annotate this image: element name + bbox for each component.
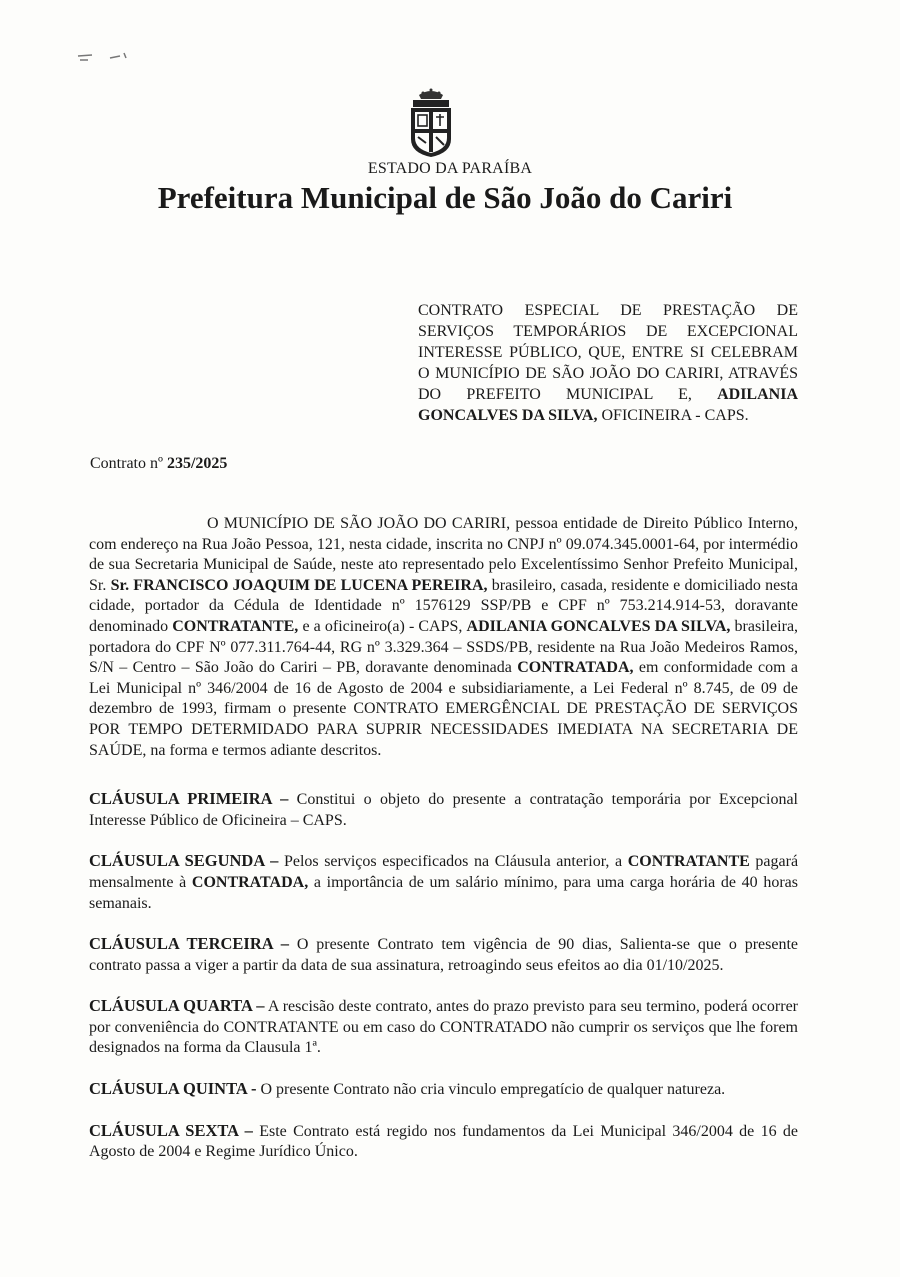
page-title: Prefeitura Municipal de São João do Cariri [157, 180, 733, 215]
intro-text-4: brasileira, portadora do CPF Nº 077.311.764-44, RG nº 3.329.364 – SSDS/PB, residente na Rua João Medeiros Ramos, S/N – Centro – São João do Cariri – PB, doravante denominada [89, 617, 799, 677]
municipal-crest-icon [405, 87, 457, 159]
clause-heading: CLÁUSULA PRIMEIRA – [89, 789, 289, 809]
clause-heading: CLÁUSULA SEXTA – [89, 1120, 253, 1140]
clause-text: Constitui o objeto do presente a contratação temporária por Excepcional Interesse Público de Oficineira – CAPS. [89, 791, 799, 829]
contract-summary [418, 300, 798, 426]
clause-text: A rescisão deste contrato, antes do prazo previsto para seu termino, poderá ocorrer por conveniência do CONTRATANTE ou em caso do CONTRATADO não cumprir os serviços que lhe forem designados na forma da Clausula 1ª. [89, 998, 798, 1057]
clause-heading: CLÁUSULA SEGUNDA – [89, 851, 279, 871]
intro-text-5: em conformidade com a Lei Municipal nº 346/2004 de 16 de Agosto de 2004 e subsidiariamente, a Lei Federal nº 8.745, de 09 de dezembro de 1993, firmam o presente CONTRATO EMERGÊNCIAL DE PRESTAÇÃO DE SERVIÇOS POR TEMPO DETERMIDADO PARA SUPRIR NECESSIDADES IMEDIATA NA SECRETARIA DE SAÚDE, na forma e termos adiante descritos. [89, 659, 799, 759]
contract-number-value: 235/2025 [166, 455, 228, 472]
clause-text: pagará mensalmente à [89, 853, 799, 891]
clause-heading: CLÁUSULA QUARTA – [89, 996, 265, 1016]
clause-text: Este Contrato está regido nos fundamentos da Lei Municipal 346/2004 de 16 de Agosto de 2004 e Regime Jurídico Único. [89, 1122, 799, 1161]
clause-third [89, 934, 798, 976]
intro-text-3: e a oficineiro(a) - CAPS, [302, 617, 463, 635]
clause-fourth [89, 996, 798, 1059]
clause-text: O presente Contrato tem vigência de 90 dias, Salienta-se que o presente contrato passa a viger a partir da data de sua assinatura, retroagindo seus efeitos ao dia 01/10/2025. [89, 936, 799, 974]
mayor-name: Sr. FRANCISCO JOAQUIM DE LUCENA PEREIRA, [110, 576, 488, 594]
clause-text: O presente Contrato não cria vinculo empregatício de qualquer natureza. [260, 1081, 726, 1099]
contractor-name: ADILANIA GONCALVES DA SILVA, [466, 617, 731, 635]
clause-bold: CONTRATANTE [627, 853, 750, 871]
clause-text: Pelos serviços especificados na Cláusula anterior, a [283, 853, 623, 871]
summary-role: OFICINEIRA - CAPS. [601, 407, 749, 424]
summary-contractor: ADILANIA GONCALVES DA SILVA, [418, 386, 798, 424]
contratada-label: CONTRATADA, [517, 659, 634, 677]
intro-text-2: brasileiro, casada, residente e domiciliado nesta cidade, portador da Cédula de Identidade nº 1576129 SSP/PB e CPF nº 753.214.914-53, doravante denominado [89, 576, 799, 635]
contratante-label: CONTRATANTE, [172, 617, 299, 635]
summary-text: CONTRATO ESPECIAL DE PRESTAÇÃO DE SERVIÇOS TEMPORÁRIOS DE EXCEPCIONAL INTERESSE PÚBLICO, QUE, ENTRE SI CELEBRAM O MUNICÍPIO DE SÃO JOÃO DO CARIRI, ATRAVÉS DO PREFEITO MUNICIPAL E, [418, 302, 798, 403]
scan-mark [74, 44, 144, 74]
contract-number [90, 455, 227, 473]
intro-text-1: O MUNICÍPIO DE SÃO JOÃO DO CARIRI, pessoa entidade de Direito Público Interno, com endereço na Rua João Pessoa, 121, nesta cidade, inscrita no CNPJ nº 09.074.345.0001-64, por intermédio de sua Secretaria Municipal de Saúde, neste ato representado pelo Excelentíssimo Senhor Prefeito Municipal, Sr. [89, 515, 798, 594]
clause-first [89, 789, 798, 831]
intro-paragraph [89, 514, 798, 761]
contract-body [89, 514, 798, 1163]
clause-sixth [89, 1121, 798, 1163]
state-name: ESTADO DA PARAÍBA [367, 160, 533, 177]
clause-fifth [89, 1079, 798, 1101]
contract-number-label: Contrato nº [90, 455, 163, 472]
clause-text: a importância de um salário mínimo, para uma carga horária de 40 horas semanais. [89, 873, 799, 912]
clause-heading: CLÁUSULA QUINTA - [89, 1079, 257, 1099]
clause-heading: CLÁUSULA TERCEIRA – [89, 934, 289, 954]
clause-bold: CONTRATADA, [191, 873, 309, 891]
clause-second [89, 851, 798, 914]
